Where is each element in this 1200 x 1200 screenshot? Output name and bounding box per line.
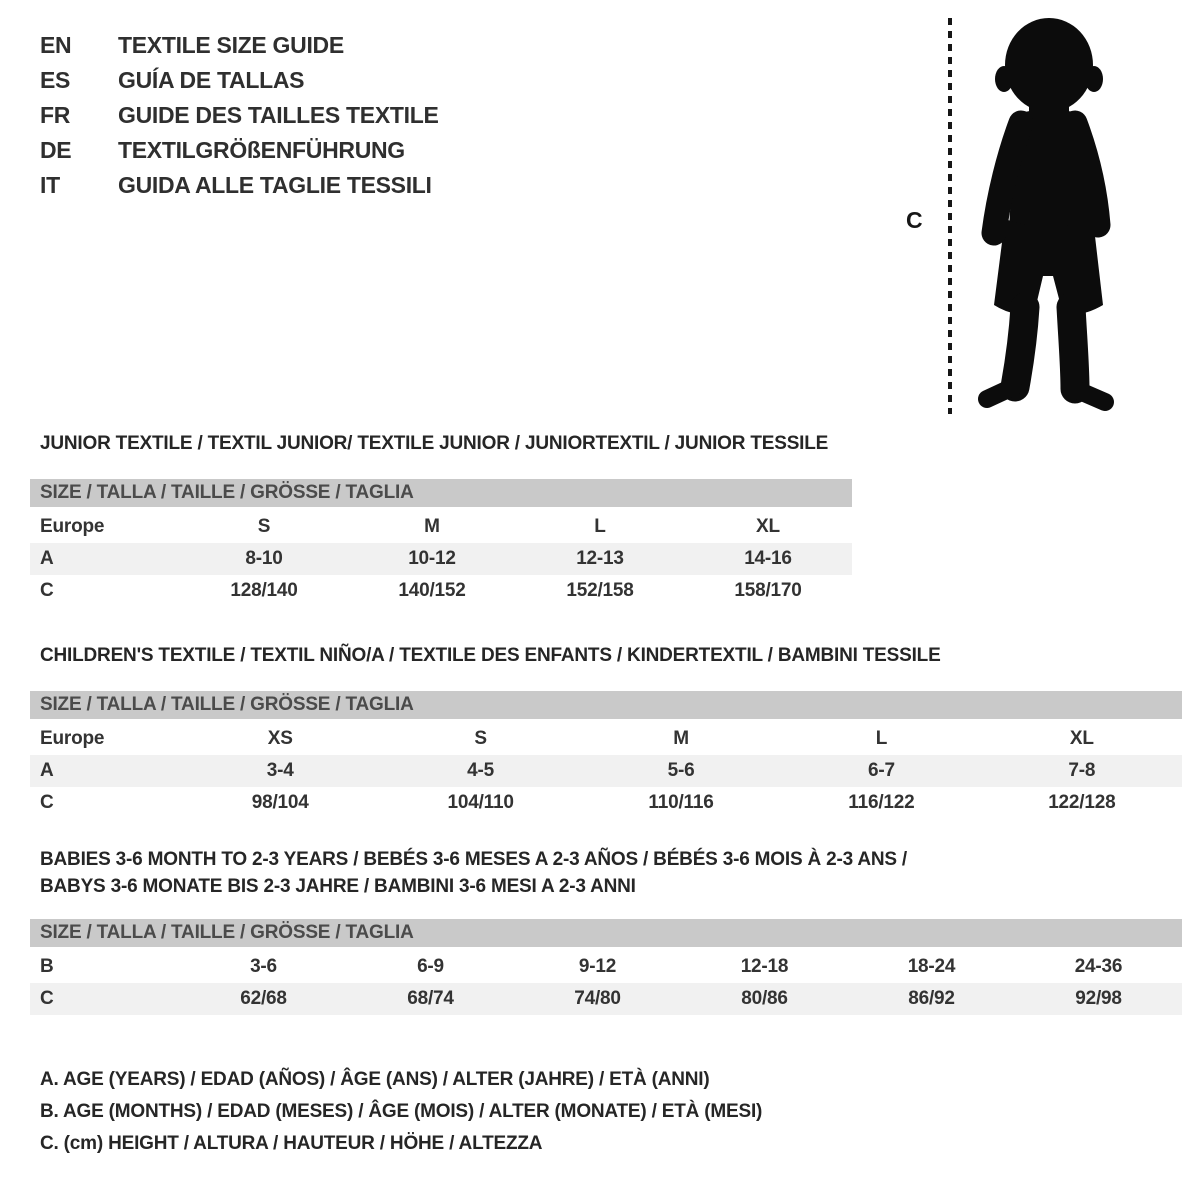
language-title-list [40, 28, 439, 203]
size-value: 98/104 [251, 792, 309, 813]
size-value: 74/80 [574, 988, 621, 1009]
section-babies-textile [30, 846, 1182, 1015]
babies-size-table [30, 919, 1182, 1015]
size-value: 80/86 [741, 988, 788, 1009]
size-value: 122/128 [1048, 792, 1116, 813]
footnote-c: C. (cm) HEIGHT / ALTURA / HAUTEUR / HÖHE / ALTEZZA [40, 1133, 543, 1154]
row-label: A [40, 548, 54, 569]
footnote-a: A. AGE (YEARS) / EDAD (AÑOS) / ÂGE (ANS) / ALTER (JAHRE) / ETÀ (ANNI) [40, 1069, 710, 1090]
footnote-legend [40, 1064, 762, 1160]
size-table-header: SIZE / TALLA / TAILLE / GRÖSSE / TAGLIA [30, 919, 1182, 947]
language-title: GUÍA DE TALLAS [118, 67, 305, 93]
size-value: 86/92 [908, 988, 955, 1009]
row-label: B [40, 956, 54, 977]
row-label: C [40, 792, 54, 813]
toddler-silhouette-icon [963, 13, 1138, 420]
size-value: 68/74 [407, 988, 454, 1009]
size-value: 5-6 [667, 760, 695, 781]
language-code: FR [40, 102, 71, 128]
size-value: S [474, 728, 487, 749]
row-label: C [40, 580, 54, 601]
table-row-europe [30, 511, 852, 543]
size-value: 62/68 [240, 988, 287, 1009]
footnote-b: B. AGE (MONTHS) / EDAD (MESES) / ÂGE (MOIS) / ALTER (MONATE) / ETÀ (MESI) [40, 1101, 763, 1122]
language-title: TEXTILGRÖßENFÜHRUNG [118, 137, 405, 163]
section-heading-text: JUNIOR TEXTILE / TEXTIL JUNIOR/ TEXTILE JUNIOR / JUNIORTEXTIL / JUNIOR TESSILE [40, 433, 829, 454]
size-value: 9-12 [578, 956, 617, 977]
table-row-a [30, 755, 1182, 787]
language-row [40, 168, 439, 203]
size-value: 12-18 [740, 956, 789, 977]
size-value: 4-5 [467, 760, 495, 781]
size-value: 158/170 [734, 580, 802, 601]
section-heading-text: BABIES 3-6 MONTH TO 2-3 YEARS / BEBÉS 3-6 MESES A 2-3 AÑOS / BÉBÉS 3-6 MOIS À 2-3 ANS / [40, 849, 908, 870]
size-value: XS [267, 728, 293, 749]
table-row-b [30, 951, 1182, 983]
height-measure-label: C [906, 207, 923, 233]
row-label: Europe [40, 516, 105, 537]
language-row [40, 133, 439, 168]
language-title: GUIDA ALLE TAGLIE TESSILI [118, 172, 432, 198]
size-value: 152/158 [566, 580, 634, 601]
size-value: 8-10 [245, 548, 283, 569]
section-junior-textile [30, 430, 852, 607]
language-title: GUIDE DES TAILLES TEXTILE [118, 102, 439, 128]
size-value: 128/140 [230, 580, 298, 601]
size-table-header: SIZE / TALLA / TAILLE / GRÖSSE / TAGLIA [30, 479, 852, 507]
language-code: DE [40, 137, 72, 163]
size-table-header: SIZE / TALLA / TAILLE / GRÖSSE / TAGLIA [30, 691, 1182, 719]
table-row-a [30, 543, 852, 575]
table-row-c [30, 983, 1182, 1015]
size-value: 110/116 [648, 792, 714, 813]
junior-table-rows [30, 511, 852, 607]
size-value: 104/110 [447, 792, 514, 813]
table-row-c [30, 575, 852, 607]
language-row [40, 98, 439, 133]
size-value: 3-4 [266, 760, 294, 781]
language-title: TEXTILE SIZE GUIDE [118, 32, 344, 58]
table-row-europe [30, 723, 1182, 755]
size-value: M [424, 516, 440, 537]
size-value: M [673, 728, 689, 749]
size-value: XL [1069, 728, 1094, 749]
language-row [40, 28, 439, 63]
babies-table-rows [30, 951, 1182, 1015]
size-value: 14-16 [744, 548, 792, 569]
section-heading-text: CHILDREN'S TEXTILE / TEXTIL NIÑO/A / TEXTILE DES ENFANTS / KINDERTEXTIL / BAMBINI TESSILE [40, 645, 941, 666]
size-value: 3-6 [250, 956, 277, 977]
language-code: EN [40, 32, 72, 58]
row-label: C [40, 988, 54, 1009]
size-value: 140/152 [398, 580, 466, 601]
children-size-table [30, 691, 1182, 819]
size-value: 6-9 [417, 956, 444, 977]
language-row [40, 63, 439, 98]
section-heading [30, 430, 852, 457]
size-value: 10-12 [408, 548, 456, 569]
language-code: IT [40, 172, 60, 198]
row-label: A [40, 760, 54, 781]
size-value: L [875, 728, 888, 749]
size-value: 7-8 [1068, 760, 1096, 781]
size-value: 24-36 [1074, 956, 1123, 977]
children-table-rows [30, 723, 1182, 819]
size-value: 12-13 [576, 548, 624, 569]
section-heading [30, 642, 1182, 669]
size-value: L [594, 516, 606, 537]
size-value: 92/98 [1075, 988, 1122, 1009]
size-value: 18-24 [907, 956, 956, 977]
size-value: 6-7 [867, 760, 895, 781]
section-heading-text: BABYS 3-6 MONATE BIS 2-3 JAHRE / BAMBINI 3-6 MESI A 2-3 ANNI [40, 876, 636, 897]
size-value: XL [756, 516, 780, 537]
height-measure-line [948, 18, 952, 414]
junior-size-table [30, 479, 852, 607]
row-label: Europe [40, 728, 105, 749]
language-code: ES [40, 67, 71, 93]
size-value: 116/122 [848, 792, 915, 813]
section-heading [30, 846, 1182, 900]
size-value: S [257, 516, 271, 537]
section-childrens-textile [30, 642, 1182, 819]
table-row-c [30, 787, 1182, 819]
